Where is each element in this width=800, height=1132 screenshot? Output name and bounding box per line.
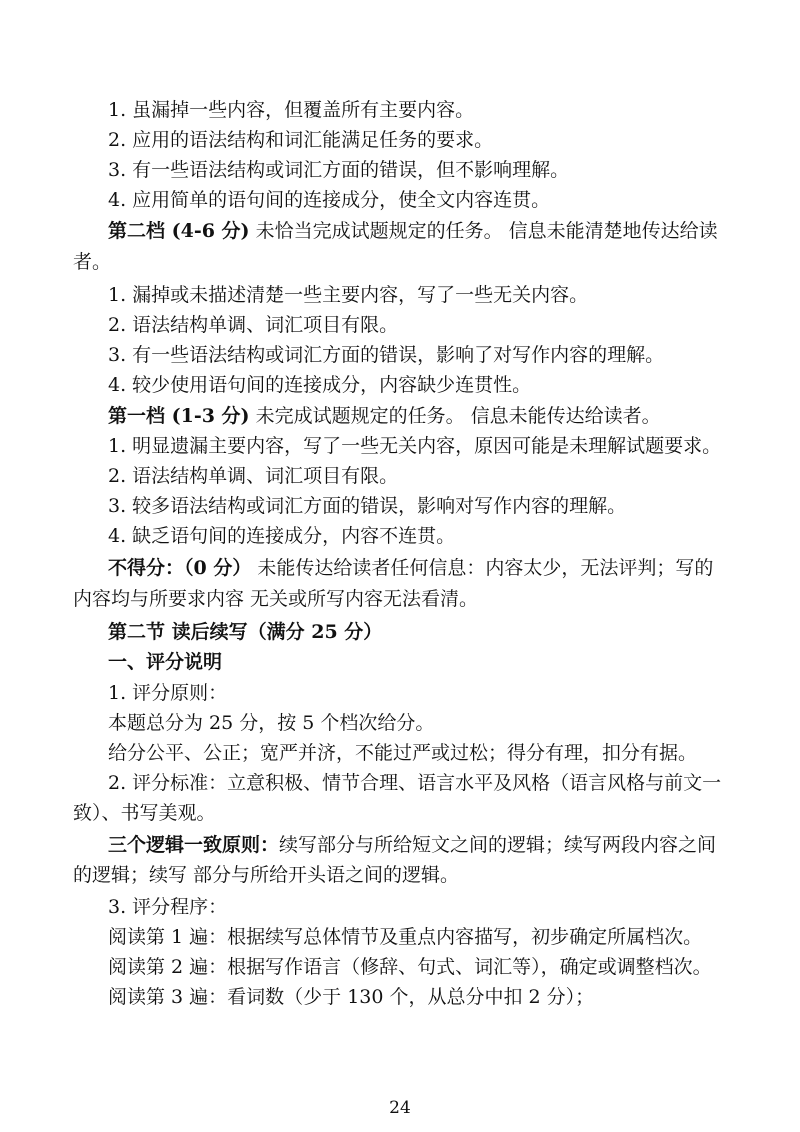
grade-heading-2: 第二档 (4-6 分) 未恰当完成试题规定的任务。 信息未能清楚地传达给读	[108, 220, 718, 242]
text-line: 1. 明显遗漏主要内容，写了一些无关内容，原因可能是未理解试题要求。	[108, 435, 722, 457]
section-heading: 第二节 读后续写（满分 25 分）	[108, 621, 383, 643]
text-line: 1. 评分原则：	[108, 682, 228, 704]
text-line: 2. 语法结构单调、词汇项目有限。	[108, 314, 399, 336]
text-line: 4. 应用简单的语句间的连接成分，使全文内容连贯。	[108, 189, 551, 211]
text-line: 给分公平、公正；宽严并济，不能过严或过松；得分有理，扣分有据。	[108, 742, 698, 764]
grade-heading-1: 第一档 (1-3 分) 未完成试题规定的任务。 信息未能传达给读者。	[108, 405, 661, 427]
text-line: 内容均与所要求内容 无关或所写内容无法看清。	[73, 588, 479, 610]
text-line: 2. 应用的语法结构和词汇能满足任务的要求。	[108, 129, 494, 151]
text-line: 4. 缺乏语句间的连接成分，内容不连贯。	[108, 525, 456, 547]
text-line: 4. 较少使用语句间的连接成分，内容缺少连贯性。	[108, 374, 532, 396]
text-line: 的逻辑；续写 部分与所给开头语之间的逻辑。	[73, 864, 460, 886]
text-line: 2. 评分标准：立意积极、情节合理、语言水平及风格（语言风格与前文一	[108, 772, 722, 794]
text-line: 1. 虽漏掉一些内容，但覆盖所有主要内容。	[108, 99, 475, 121]
text-line: 阅读第 3 遍：看词数（少于 130 个，从总分中扣 2 分）；	[108, 986, 595, 1008]
text-line: 3. 有一些语法结构或词汇方面的错误，但不影响理解。	[108, 159, 570, 181]
text-line: 阅读第 2 遍：根据写作语言（修辞、句式、词汇等），确定或调整档次。	[108, 956, 712, 978]
page-number: 24	[389, 1098, 411, 1118]
text-line: 阅读第 1 遍：根据续写总体情节及重点内容描写，初步确定所属档次。	[108, 926, 703, 948]
logic-principle-heading: 三个逻辑一致原则：续写部分与所给短文之间的逻辑；续写两段内容之间	[108, 834, 717, 856]
subsection-heading: 一、评分说明	[108, 651, 223, 673]
text-line: 本题总分为 25 分，按 5 个档次给分。	[108, 712, 435, 734]
text-line: 3. 有一些语法结构或词汇方面的错误，影响了对写作内容的理解。	[108, 344, 665, 366]
text-line: 致）、书写美观。	[73, 802, 216, 824]
grade-heading-0: 不得分：（0 分） 未能传达给读者任何信息：内容太少，无法评判；写的	[108, 557, 714, 579]
text-line: 3. 评分程序：	[108, 896, 228, 918]
text-line: 1. 漏掉或未描述清楚一些主要内容，写了一些无关内容。	[108, 284, 589, 306]
text-line: 者。	[73, 251, 112, 273]
text-line: 3. 较多语法结构或词汇方面的错误，影响对写作内容的理解。	[108, 495, 627, 517]
text-line: 2. 语法结构单调、词汇项目有限。	[108, 465, 399, 487]
